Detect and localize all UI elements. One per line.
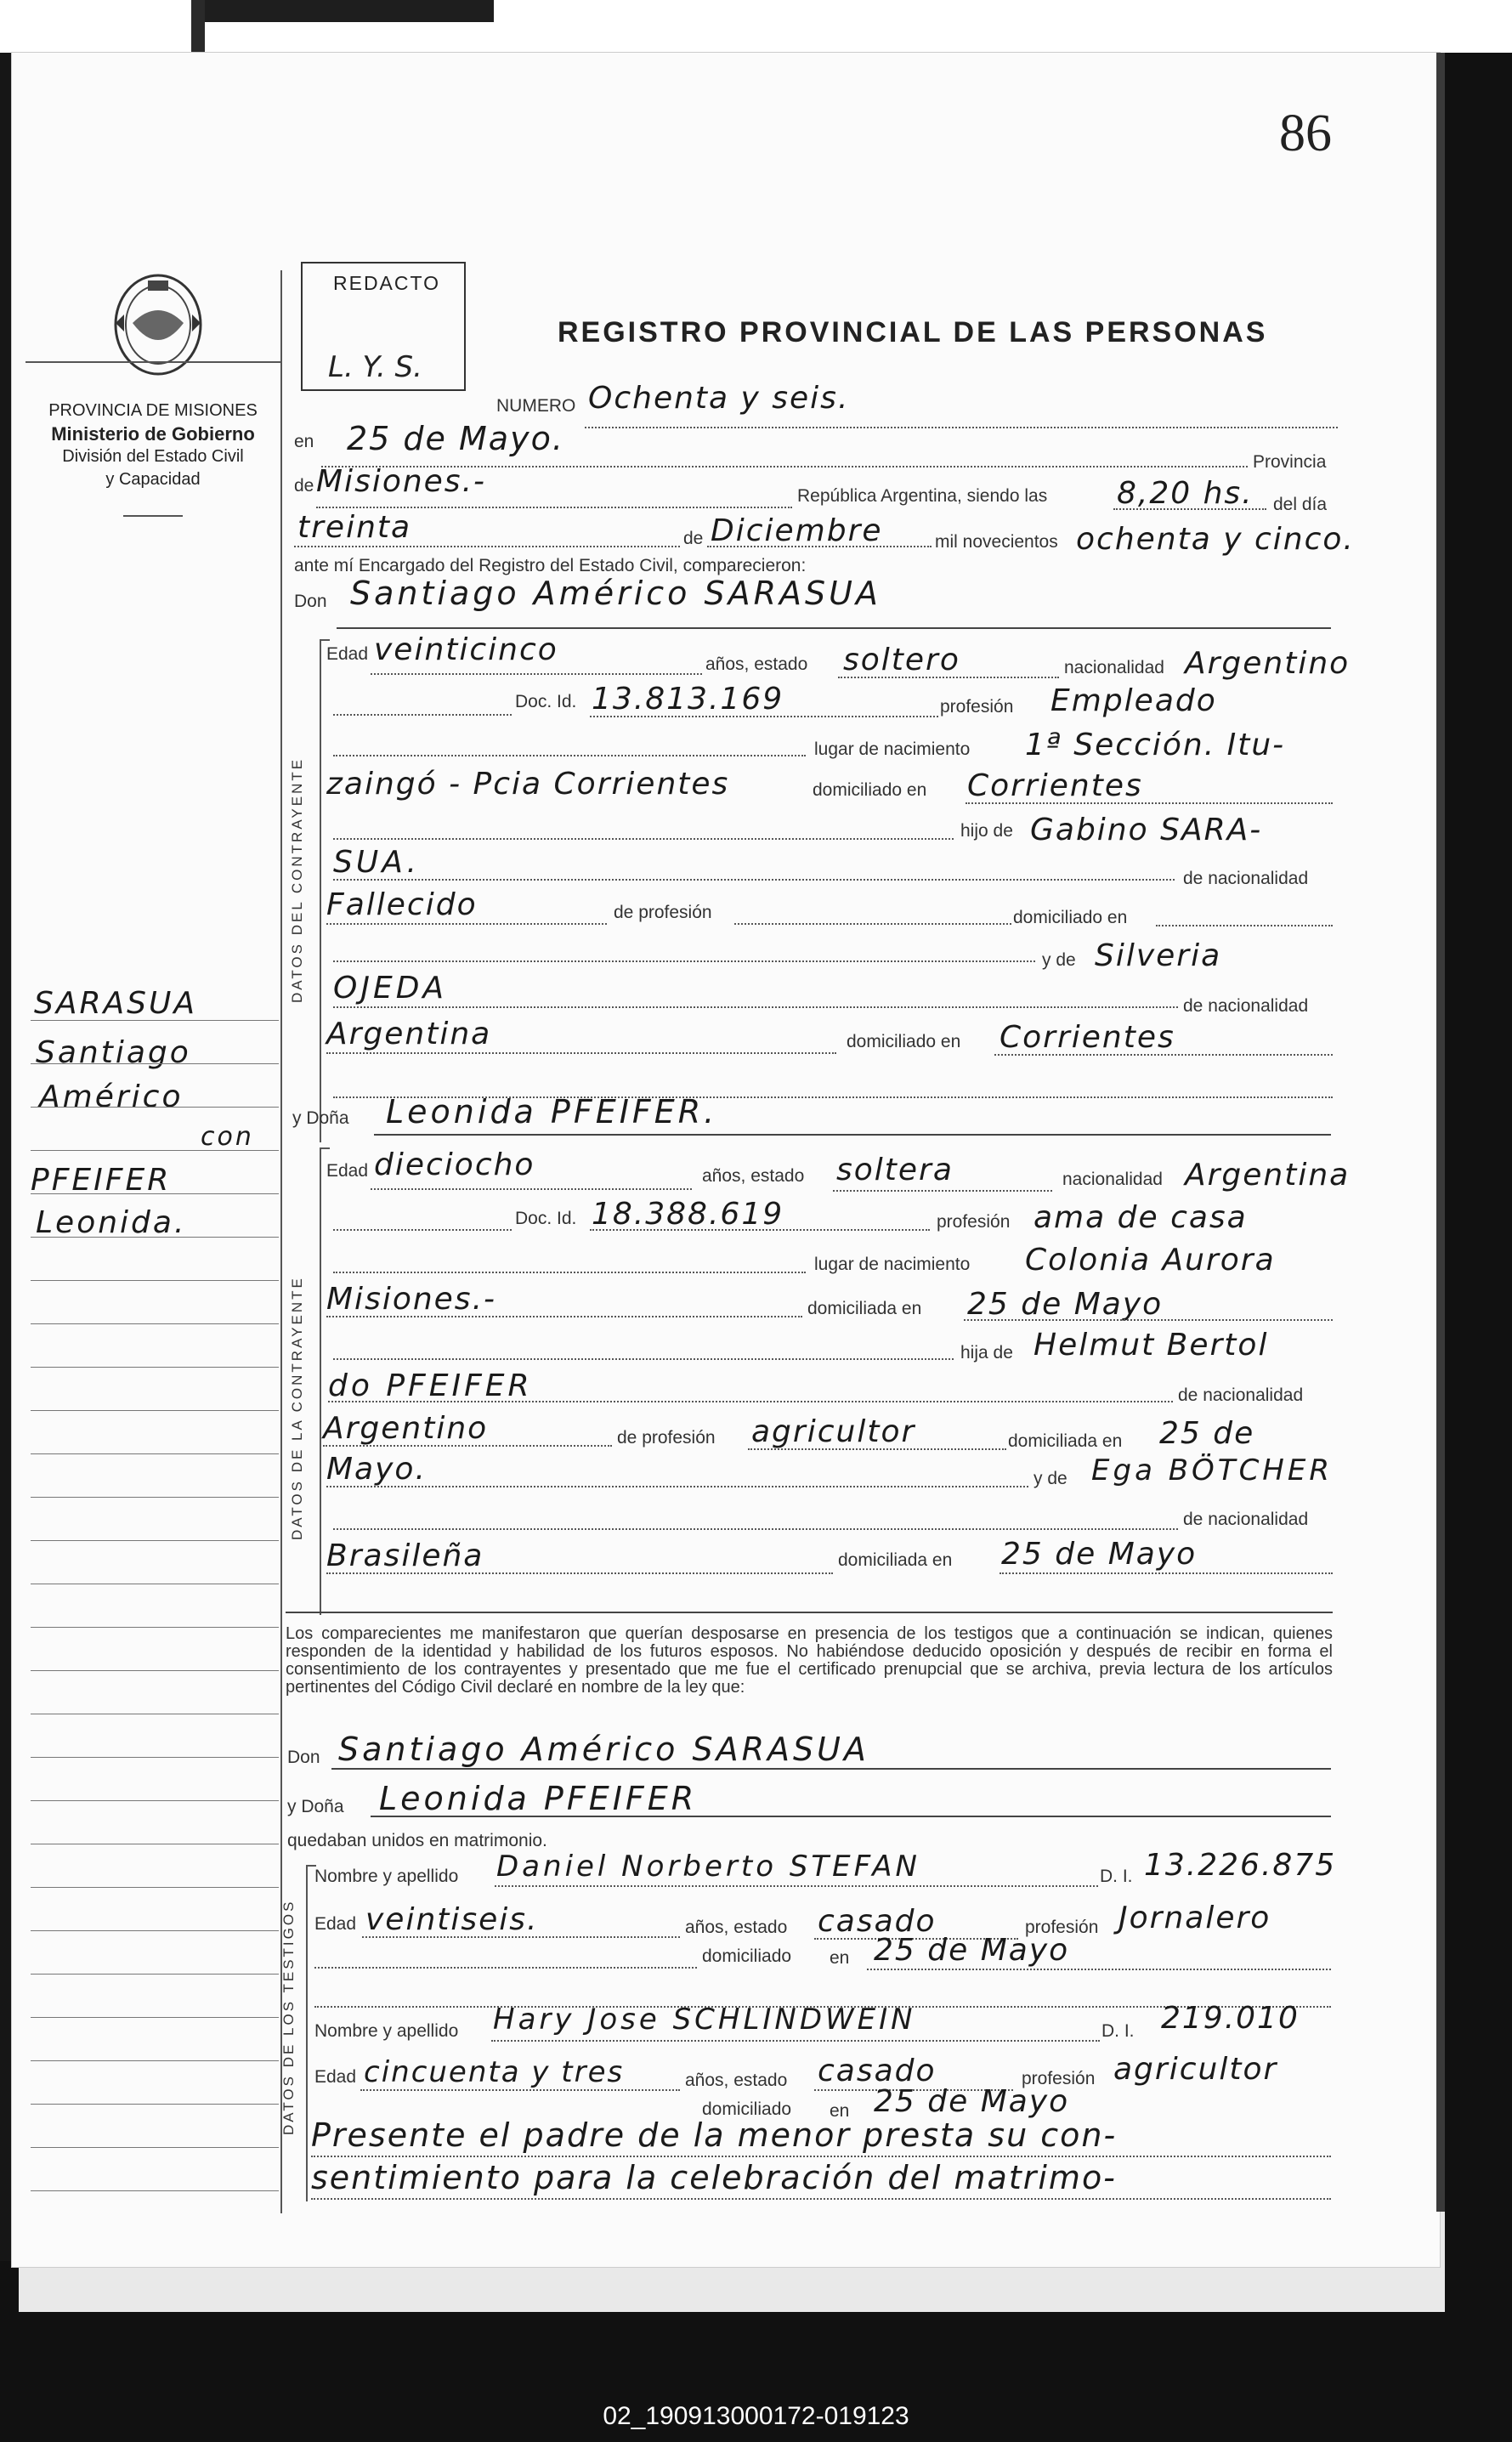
nacionalidad-label: nacionalidad [1064,658,1164,677]
novia-padre: Helmut Bertol [1033,1328,1269,1363]
margin-rule [31,1323,279,1324]
margin-note-line: Leonida. [36,1205,187,1240]
testigo2-nombre: Hary Jose SCHLINDWEIN [493,2003,916,2037]
testigo1-domicilio: 25 de Mayo [874,1933,1070,1968]
rule [1156,925,1333,926]
lugar-label: lugar de nacimiento [814,739,971,759]
y-dona-label: y Doña [287,1797,344,1816]
margin-rule [31,1627,279,1628]
mes-value: Diciembre [711,513,883,548]
rule [1113,508,1266,510]
en-label: en [294,432,314,451]
novio-padre-cont: SUA. [333,845,420,880]
de-label: de [294,476,314,496]
domiciliada-label: domiciliada en [1008,1431,1123,1451]
edad-label: Edad [314,2067,357,2087]
di-label: D. I. [1100,1867,1133,1886]
rule [331,1768,1331,1770]
novio-madre-dom: Corrientes [1000,1020,1175,1055]
contrayente-f-label: DATOS DE LA CONTRAYENTE [289,1276,305,1540]
anio-value: ochenta y cinco. [1076,522,1355,557]
rule [966,802,1333,804]
di-label: D. I. [1101,2021,1135,2041]
anos-estado-label: años, estado [685,1918,788,1937]
novia-madre: Ega BÖTCHER [1091,1453,1333,1487]
margin-rule [31,1670,279,1671]
redacto-initials: L. Y. S. [328,350,422,384]
testigos-label: DATOS DE LOS TESTIGOS [280,1899,297,2135]
page-number: 86 [1279,105,1332,162]
provincial-seal-icon [107,263,209,382]
testigo2-profesion: agricultor [1113,2052,1278,2087]
testigo1-nombre: Daniel Norberto STEFAN [496,1850,920,1884]
rule [585,427,1338,428]
rule [326,1486,1028,1487]
nota-linea-1: Presente el padre de la menor presta su con- [311,2116,1118,2154]
rule [323,1445,612,1447]
novio-padre: Gabino SARA- [1030,813,1263,847]
divider [123,515,183,517]
y-dona-label: y Doña [292,1108,349,1128]
book-binding-edge [1436,53,1445,2212]
margin-top-rule [25,361,280,363]
profesion-label: profesión [937,1212,1011,1232]
margin-rule [31,2017,279,2018]
novio-estado: soltero [843,643,960,677]
novio-nacionalidad: Argentino [1185,646,1351,681]
de-nacionalidad-label: de nacionalidad [1178,1385,1304,1405]
margin-rule [31,2060,279,2061]
rule [294,546,680,547]
margin-rule [31,1193,279,1194]
capacity-name: y Capacidad [105,470,201,489]
provincia-label: Provincia [1253,452,1327,472]
domiciliado-label: domiciliado [702,1946,792,1966]
de-mes-label: de [683,529,704,548]
testigo1-di: 13.226.875 [1144,1848,1337,1883]
edad-label: Edad [326,1161,369,1181]
hija-de-label: hija de [960,1343,1013,1363]
rule [326,1316,802,1317]
margin-rule [31,1497,279,1498]
rule [748,1448,1006,1450]
de-profesion-label: de profesión [614,903,712,922]
novia-lugar-cont: Misiones.- [326,1282,496,1317]
division-name: División del Estado Civil [62,447,244,466]
domiciliada-label: domiciliada en [807,1299,922,1318]
novio-doc: 13.813.169 [592,682,784,717]
rule [337,627,1331,629]
novio-madre-nac: Argentina [326,1017,492,1051]
nombre-apellido-label: Nombre y apellido [314,2021,459,2041]
rule [964,1319,1333,1321]
novia-padre-cont: do PFEIFER [328,1368,533,1403]
rule [326,923,607,925]
profesion-label: profesión [1025,1918,1099,1937]
rule [333,1528,1178,1530]
margin-note-line: PFEIFER [31,1163,172,1198]
margin-rule [31,1930,279,1931]
don-declared: Santiago Américo SARASUA [338,1731,869,1768]
rule [286,1612,1333,1613]
rule [360,2089,680,2091]
margin-rule [31,1800,279,1801]
edad-label: Edad [326,644,369,664]
margin-rule [31,1107,279,1108]
rule [833,1190,1052,1192]
hijo-de-label: hijo de [960,821,1013,841]
anos-estado-label: años, estado [702,1166,805,1186]
dia-value: treinta [297,510,412,545]
margin-rule [31,1757,279,1758]
numero-label: NUMERO [496,396,576,416]
issuer-block [25,399,280,491]
don-label: Don [287,1748,320,1767]
novia-padre-dom-cont: Mayo. [326,1452,427,1487]
rule [371,1816,1331,1817]
rule [495,1885,1098,1887]
en-label: en [830,1948,850,1968]
y-de-label: y de [1042,950,1076,970]
rule [371,1188,692,1190]
margin-rule [31,1367,279,1368]
rule [374,1134,1331,1136]
novia-domicilio: 25 de Mayo [967,1287,1164,1322]
rule [734,923,1011,925]
domiciliado-label: domiciliado en [847,1032,961,1051]
book-edge-top-2 [205,0,494,22]
mil-label: mil novecientos [935,532,1058,552]
margin-note-line: con [201,1122,254,1152]
novia-edad: dieciocho [374,1147,535,1182]
testigo1-estado: casado [818,1904,937,1939]
ante-text: ante mí Encargado del Registro del Estado Civil, comparecieron: [294,556,807,575]
rule [333,1006,1178,1008]
edad-label: Edad [314,1914,357,1934]
novio-lugar: 1ª Sección. Itu- [1025,728,1286,762]
quedaban-text: quedaban unidos en matrimonio. [287,1831,547,1850]
hora-value: 8,20 hs. [1117,476,1254,511]
document-title: REGISTRO PROVINCIAL DE LAS PERSONAS [558,316,1268,348]
rule [316,507,792,508]
republica-label: República Argentina, siendo las [797,486,1048,506]
province-name: PROVINCIA DE MISIONES [48,401,258,420]
rule [333,1358,954,1360]
margin-rule [31,2190,279,2191]
rule [867,1969,1331,1970]
rule [333,714,512,716]
novia-padre-nac: Argentino [323,1411,489,1446]
rule [333,1229,512,1231]
rule [333,838,954,840]
rule [1000,1572,1333,1574]
novio-padre-estado: Fallecido [326,887,478,922]
margin-note-line: SARASUA [34,986,197,1021]
novio-nombre: Santiago Américo SARASUA [350,575,881,612]
domiciliado-label: domiciliado en [813,780,927,800]
rule [326,1052,836,1054]
rule [333,755,806,756]
nombre-apellido-label: Nombre y apellido [314,1867,459,1886]
numero-value: Ochenta y seis. [588,381,850,416]
margin-rule [31,1453,279,1454]
margin-rule [31,1280,279,1281]
novia-nombre: Leonida PFEIFER. [386,1093,718,1130]
rule [590,1229,930,1231]
testigo2-edad: cincuenta y tres [364,2055,625,2089]
novia-lugar: Colonia Aurora [1025,1243,1276,1278]
novia-doc: 18.388.619 [592,1197,784,1232]
domiciliada-label: domiciliada en [838,1550,953,1570]
novio-edad: veinticinco [374,632,558,667]
margin-rule [31,1063,279,1064]
domiciliado-label: domiciliado en [1013,908,1128,927]
margin-rule [31,1540,279,1541]
domiciliado-label: domiciliado [702,2099,792,2119]
profesion-label: profesión [940,697,1014,717]
novia-madre-dom: 25 de Mayo [1001,1537,1198,1572]
novia-padre-dom: 25 de [1159,1416,1255,1451]
novio-lugar-cont: zaingó - Pcia Corrientes [326,767,730,802]
testigo2-domicilio: 25 de Mayo [874,2084,1070,2119]
contrayente-m-label: DATOS DEL CONTRAYENTE [289,756,305,1003]
testigo1-edad: veintiseis. [365,1902,539,1937]
novio-madre: Silveria [1095,938,1222,973]
margin-rule [31,1237,279,1238]
novio-madre-cont: OJEDA [333,971,448,1006]
margin-rule [31,1974,279,1975]
rule [328,1401,1173,1402]
nota-linea-2: sentimiento para la celebración del matrimo- [311,2159,1117,2196]
margin-rule [31,2147,279,2148]
doc-label: Doc. Id. [515,1209,577,1228]
margin-note-line: Santiago [36,1035,191,1070]
de-profesion-label: de profesión [617,1428,716,1448]
rule [333,960,1035,962]
margin-rule [31,2104,279,2105]
provincia-value: Misiones.- [316,464,486,499]
rule [491,2040,1100,2042]
novia-nacionalidad: Argentina [1185,1158,1351,1193]
novia-padre-prof: agricultor [751,1414,916,1449]
nacionalidad-label: nacionalidad [1062,1170,1163,1189]
rule [333,879,1175,881]
margin-rule [31,1020,279,1021]
testigo2-di: 219.010 [1161,2001,1300,2036]
novio-domicilio: Corrientes [967,768,1143,803]
novia-estado: soltera [836,1153,954,1187]
en-label: en [830,2101,850,2121]
rule [333,1272,806,1273]
book-edge-top [191,0,205,53]
testigo2-estado: casado [818,2054,937,2088]
scan-caption: 02_190913000172-019123 [603,2402,909,2430]
lugar-value: 25 de Mayo. [347,420,564,457]
novio-profesion: Empleado [1050,683,1217,718]
rule [314,1967,697,1969]
rule [311,2198,1331,2200]
y-de-label: y de [1033,1469,1067,1488]
rule [326,1572,833,1574]
del-dia-label: del día [1273,495,1328,514]
margin-rule [31,1150,279,1151]
book-spine-right [1445,53,1512,2441]
novia-profesion: ama de casa [1033,1200,1248,1235]
de-nacionalidad-label: de nacionalidad [1183,1510,1309,1529]
declaration-text: Los comparecientes me manifestaron que querían desposarse en presencia de los testigos que a continuación se indican, quienes responden de la identidad y habilidad de los futuros esposos. No habiéndose deducido oposición y después de recibir en forma el consentimiento de los contrayentes y presentado que me fue el certificado prenupcial que se archiva, previa lectura de los artículos pertinentes del Código Civil declaré en nombre de la ley que: [286,1624,1333,1697]
novia-madre-nac: Brasileña [326,1538,484,1573]
rule [590,716,938,717]
don-label: Don [294,592,327,611]
lugar-label: lugar de nacimiento [814,1255,971,1274]
ministry-name: Ministerio de Gobierno [51,423,255,445]
rule [371,673,702,675]
anos-estado-label: años, estado [685,2071,788,2090]
de-nacionalidad-label: de nacionalidad [1183,869,1309,888]
rule [707,546,932,547]
doc-label: Doc. Id. [515,692,577,711]
dona-declared: Leonida PFEIFER [379,1780,698,1817]
rule [362,1936,680,1938]
redacto-label: REDACTO [333,272,441,294]
margin-rule [31,1410,279,1411]
rule [994,1054,1333,1056]
de-nacionalidad-label: de nacionalidad [1183,996,1309,1016]
rule [311,2156,1331,2157]
rule [838,677,1059,678]
margin-rule [31,1887,279,1888]
testigo1-profesion: Jornalero [1118,1901,1271,1935]
margin-note-line: Américo [39,1079,184,1114]
anos-estado-label: años, estado [705,654,808,674]
profesion-label: profesión [1022,2069,1096,2088]
